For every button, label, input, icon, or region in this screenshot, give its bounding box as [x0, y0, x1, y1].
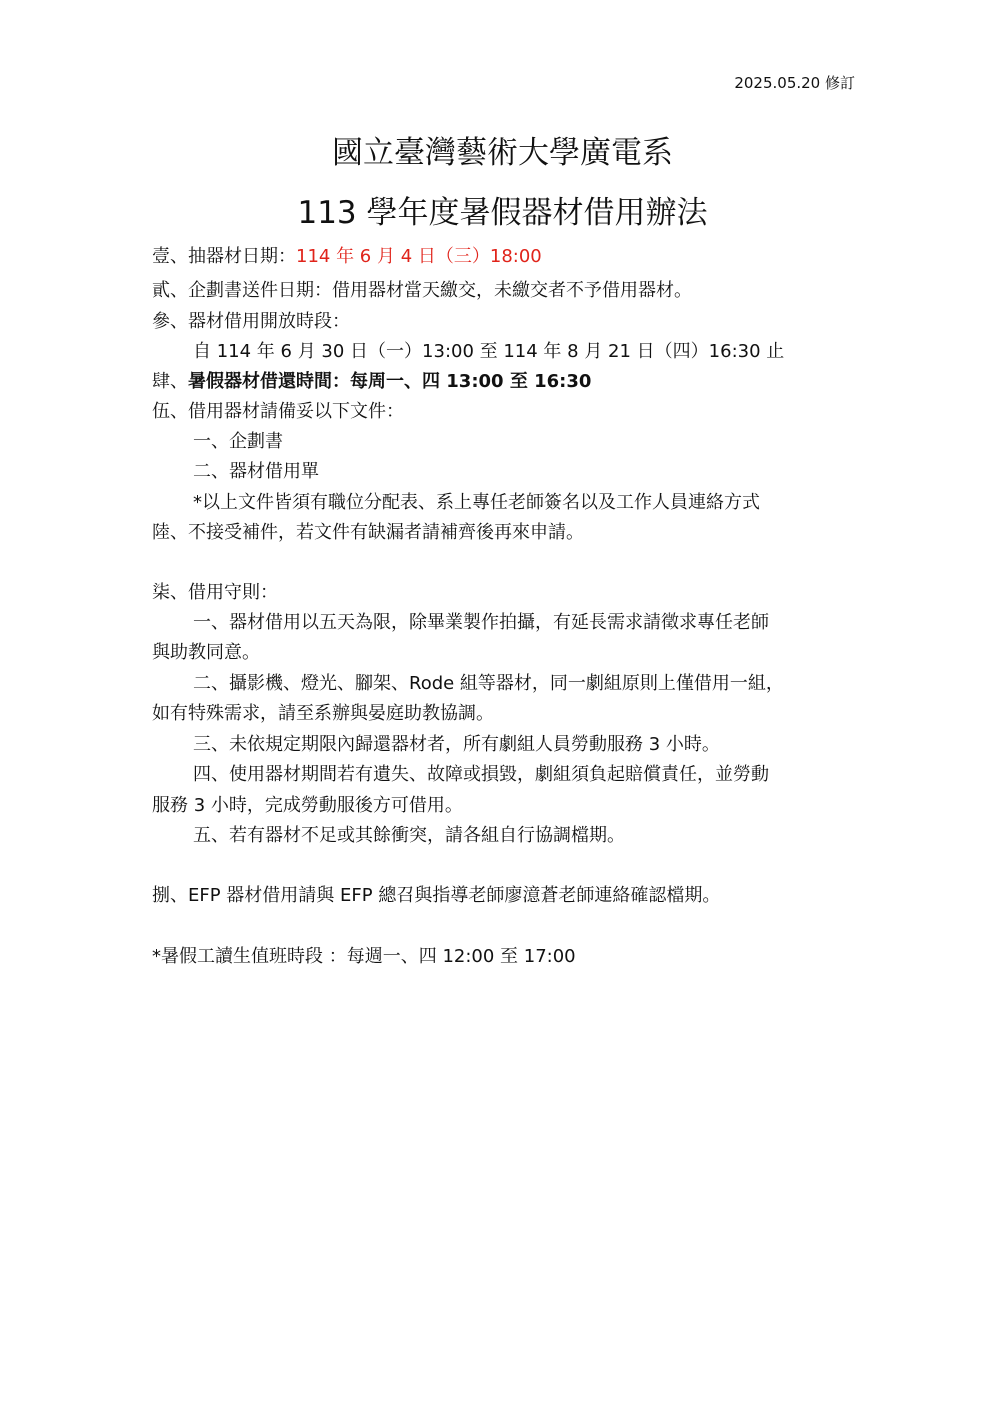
item-draw-date-value: 114 年 6 月 4 日（三）18:00: [296, 246, 542, 267]
document-title-line2: 113 學年度暑假器材借用辦法: [297, 195, 708, 231]
rule-line: 四、使用器材期間若有遺失、故障或損毀，劇組須負起賠償責任，並勞動: [193, 764, 769, 785]
required-docs-note-line2: 陸、不接受補件，若文件有缺漏者請補齊後再來申請。: [152, 522, 584, 543]
item-return-time: [152, 370, 591, 394]
revision-date: 2025.05.20 修訂: [734, 74, 855, 92]
rule-line: 如有特殊需求，請至系辦與晏庭助教協調。: [152, 703, 494, 724]
rule-line: 一、器材借用以五天為限，除畢業製作拍攝，有延長需求請徵求專任老師: [193, 612, 769, 633]
item-efp: 捌、EFP 器材借用請與 EFP 總召與指導老師廖澺蒼老師連絡確認檔期。: [152, 885, 721, 906]
item-rules-label: 柒、借用守則：: [152, 582, 278, 603]
rule-line: 服務 3 小時，完成勞動服後方可借用。: [152, 795, 463, 816]
item-proposal-deadline: 貳、企劃書送件日期：借用器材當天繳交，未繳交者不予借用器材。: [152, 280, 692, 301]
item-draw-date: [152, 245, 542, 269]
item-return-time-text: 暑假器材借還時間：每周一、四 13:00 至 16:30: [188, 371, 592, 392]
rule-line: 二、攝影機、燈光、腳架、Rode 組等器材，同一劇組原則上僅借用一組，: [193, 673, 784, 694]
item-borrow-period-detail: 自 114 年 6 月 30 日（一）13:00 至 114 年 8 月 21 日（四）16:30 止: [193, 341, 785, 362]
item-required-docs-label: 伍、借用器材請備妥以下文件：: [152, 401, 404, 422]
rule-line: 五、若有器材不足或其餘衝突，請各組自行協調檔期。: [193, 825, 625, 846]
item-draw-date-label: 壹、抽器材日期：: [152, 246, 296, 267]
item-borrow-period-label: 參、器材借用開放時段：: [152, 311, 350, 332]
rule-line: 與助教同意。: [152, 642, 260, 663]
required-doc-item: 一、企劃書: [193, 431, 283, 452]
rule-line: 三、未依規定期限內歸還器材者，所有劇組人員勞動服務 3 小時。: [193, 734, 720, 755]
footnote-duty-hours: *暑假工讀生值班時段 ：每週一、四 12:00 至 17:00: [152, 946, 576, 967]
required-docs-note-line1: *以上文件皆須有職位分配表、系上專任老師簽名以及工作人員連絡方式: [193, 492, 760, 513]
required-doc-item: 二、器材借用單: [193, 461, 319, 482]
document-title-line1: 國立臺灣藝術大學廣電系: [332, 135, 673, 171]
item-return-time-prefix: 肆、: [152, 371, 188, 392]
